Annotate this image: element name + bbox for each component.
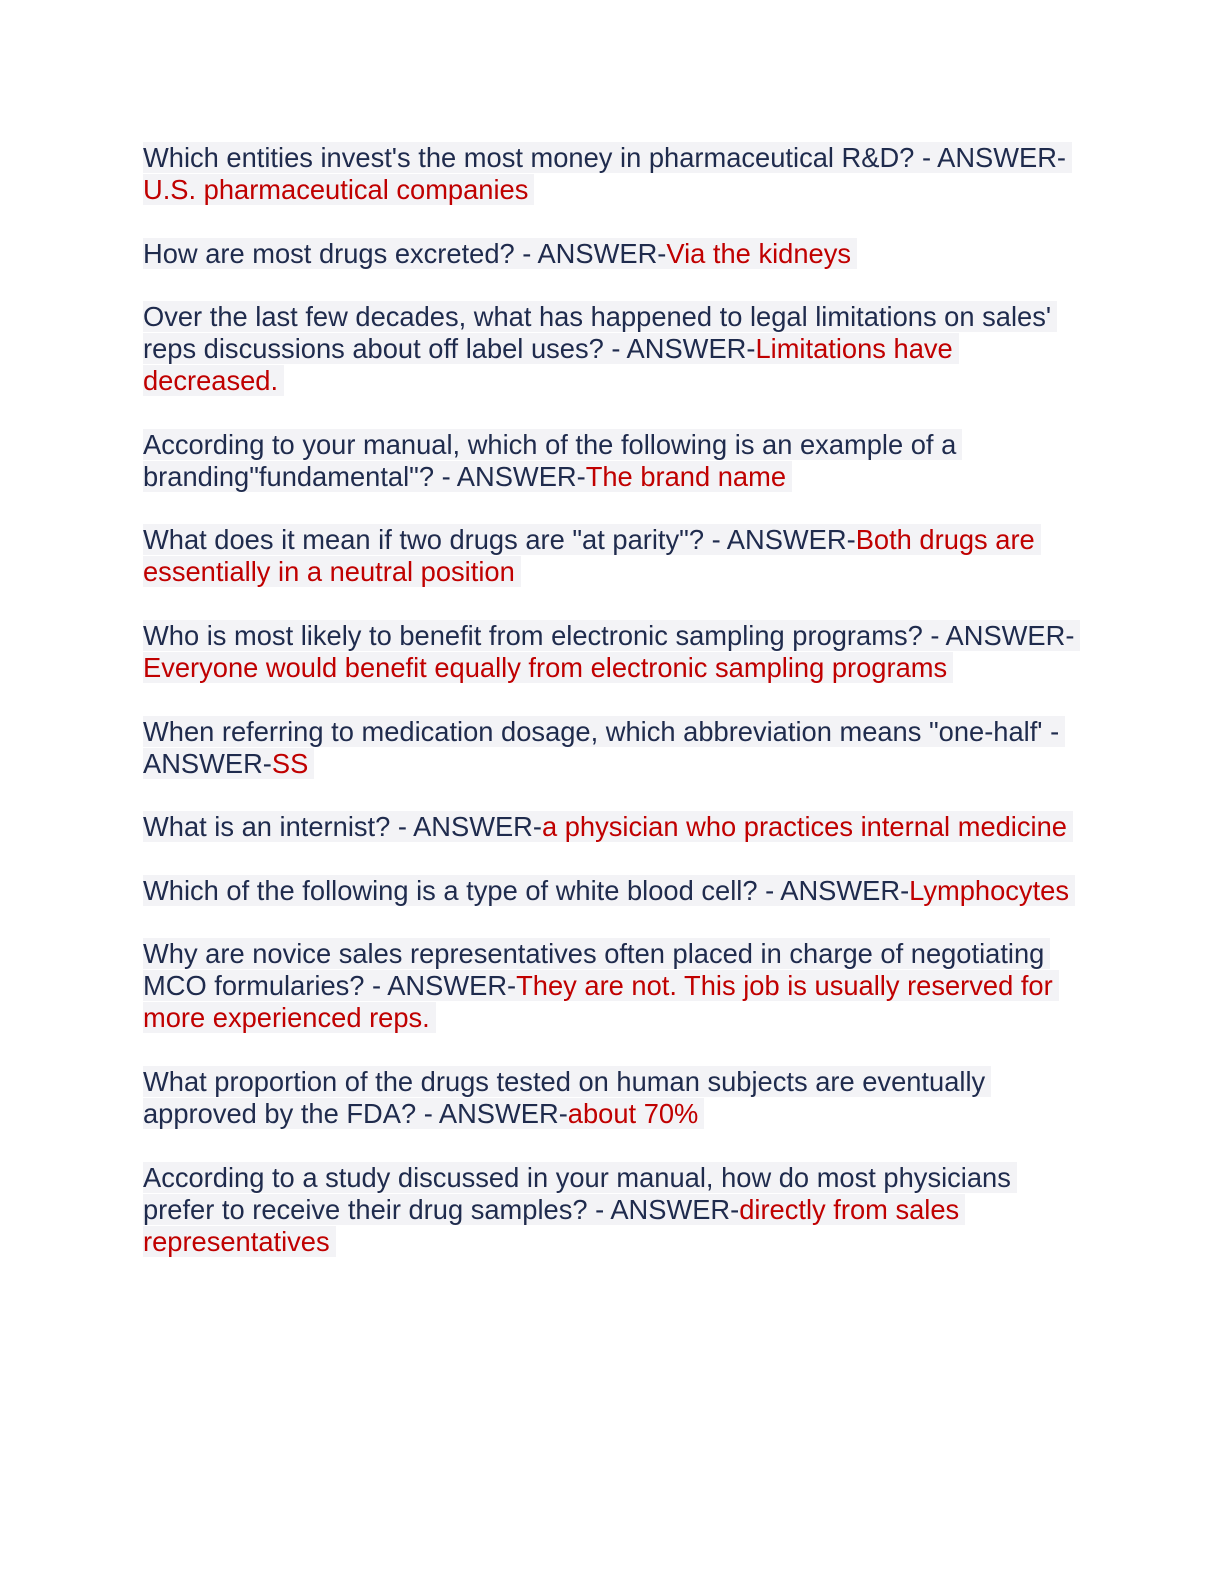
qa-item: [143, 620, 1083, 684]
answer-prefix: - ANSWER-: [587, 1193, 740, 1225]
answer-prefix: - ANSWER-: [143, 715, 1060, 779]
answer-prefix: - ANSWER-: [704, 524, 856, 556]
question-text: How are most drugs excreted?: [143, 237, 515, 269]
qa-item: [143, 1162, 1083, 1258]
answer-text: Via the kidneys: [666, 237, 852, 269]
question-text: What proportion of the drugs tested on human subjects are eventually approved by the FDA?: [143, 1065, 986, 1129]
answer-text: SS: [271, 747, 309, 779]
qa-item: [143, 938, 1083, 1034]
qa-item: [143, 429, 1083, 493]
answer-prefix: - ANSWER-: [922, 619, 1075, 651]
qa-item: [143, 301, 1083, 397]
answer-prefix: - ANSWER-: [434, 460, 586, 492]
answer-prefix: - ANSWER-: [914, 142, 1067, 173]
answer-prefix: - ANSWER-: [364, 970, 517, 1002]
question-text: What does it mean if two drugs are "at parity"?: [143, 524, 705, 556]
answer-text: Limitations have decreased.: [143, 333, 953, 397]
question-text: Which entities invest's the most money in pharmaceutical R&D?: [143, 142, 915, 173]
answer-text: They are not. This job is usually reserved for more experienced reps.: [143, 970, 1053, 1034]
question-text: Over the last few decades, what has happened to legal limitations on sales' reps discussions about off label uses?: [143, 301, 1052, 365]
qa-item: [143, 716, 1083, 780]
question-text: What is an internist?: [143, 811, 391, 843]
answer-text: Both drugs are essentially in a neutral position: [143, 524, 1035, 588]
answer-text: Lymphocytes: [909, 874, 1069, 906]
answer-text: a physician who practices internal medicine: [541, 811, 1067, 843]
answer-prefix: - ANSWER-: [757, 874, 910, 906]
question-text: According to your manual, which of the following is an example of a branding"fundamental"?: [143, 428, 957, 492]
answer-text: U.S. pharmaceutical companies: [143, 174, 529, 205]
qa-item: [143, 524, 1083, 588]
answer-text: about 70%: [567, 1097, 699, 1129]
qa-item: [143, 811, 1083, 843]
question-text: Who is most likely to benefit from electronic sampling programs?: [143, 619, 923, 651]
qa-item: [143, 142, 1083, 206]
question-text: According to a study discussed in your manual, how do most physicians prefer to receive their drug samples?: [143, 1161, 1011, 1225]
answer-prefix: - ANSWER-: [390, 811, 542, 843]
qa-item: [143, 875, 1083, 907]
answer-text: Everyone would benefit equally from electronic sampling programs: [143, 651, 948, 683]
answer-prefix: - ANSWER-: [603, 333, 756, 365]
answer-prefix: - ANSWER-: [416, 1097, 568, 1129]
question-text: Which of the following is a type of white blood cell?: [143, 874, 758, 906]
question-text: Why are novice sales representatives often placed in charge of negotiating MCO formularies?: [143, 938, 1045, 1002]
qa-list: [143, 142, 1083, 1289]
question-text: When referring to medication dosage, which abbreviation means "one-half': [143, 715, 1043, 747]
qa-item: [143, 238, 1083, 270]
answer-prefix: - ANSWER-: [514, 237, 667, 269]
qa-item: [143, 1066, 1083, 1130]
answer-text: The brand name: [585, 460, 787, 492]
answer-text: directly from sales representatives: [143, 1193, 960, 1257]
